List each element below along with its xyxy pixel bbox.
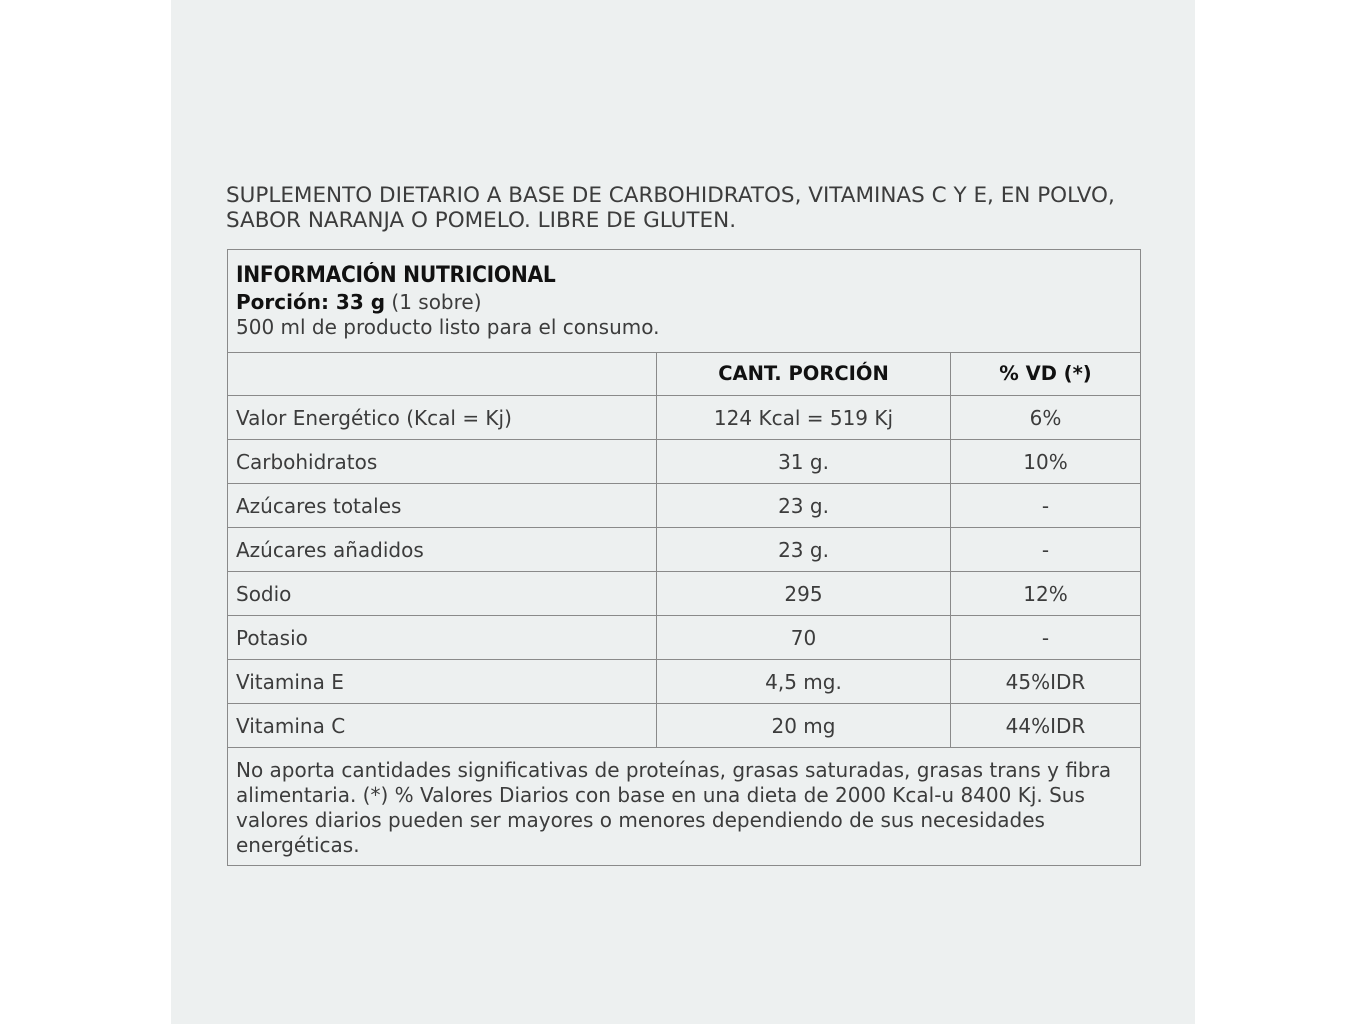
nutrient-dv: 44%IDR bbox=[1005, 713, 1086, 738]
header-cell-dv: % VD (*) bbox=[999, 362, 1092, 385]
table-row bbox=[228, 484, 1140, 528]
header-cell-nutrient bbox=[228, 352, 657, 395]
nutrition-footnote: No aporta cantidades significativas de proteínas, grasas saturadas, grasas trans y fibra alimentaria. (*) % Valores Diarios con base en una dieta de 2000 Kcal-u 8400 Kj. Sus valores diarios pueden ser mayores o menores dependiendo de sus necesidades energéticas. bbox=[236, 758, 1112, 857]
nutrient-dv: 12% bbox=[1023, 581, 1068, 606]
nutrient-name: Vitamina E bbox=[228, 660, 657, 703]
nutrient-name: Vitamina C bbox=[228, 704, 657, 747]
nutrient-amount: 31 g. bbox=[657, 440, 951, 483]
nutrient-name: Carbohidratos bbox=[228, 440, 657, 483]
table-row bbox=[228, 616, 1140, 660]
nutrition-title: INFORMACIÓN NUTRICIONAL bbox=[236, 263, 556, 288]
nutrient-name: Valor Energético (Kcal = Kj) bbox=[228, 396, 657, 439]
table-header-row bbox=[228, 352, 1140, 396]
header-cell-amount: CANT. PORCIÓN bbox=[657, 352, 951, 395]
nutrient-amount: 23 g. bbox=[657, 528, 951, 571]
table-row bbox=[228, 528, 1140, 572]
table-row bbox=[228, 704, 1140, 748]
portion-detail: (1 sobre) bbox=[391, 290, 482, 314]
nutrient-amount: 23 g. bbox=[657, 484, 951, 527]
nutrient-dv: 6% bbox=[1029, 405, 1062, 430]
table-row bbox=[228, 572, 1140, 616]
nutrient-amount: 295 bbox=[657, 572, 951, 615]
nutrient-name: Azúcares añadidos bbox=[228, 528, 657, 571]
portion-label: Porción: 33 g bbox=[236, 290, 386, 314]
nutrient-name: Potasio bbox=[228, 616, 657, 659]
table-row bbox=[228, 440, 1140, 484]
nutrient-amount: 124 Kcal = 519 Kj bbox=[657, 396, 951, 439]
ready-note: 500 ml de producto listo para el consumo. bbox=[236, 315, 660, 339]
nutrition-header bbox=[228, 250, 1140, 353]
nutrition-grid bbox=[228, 352, 1140, 748]
nutrient-amount: 70 bbox=[657, 616, 951, 659]
table-row bbox=[228, 660, 1140, 704]
nutrient-dv: - bbox=[1041, 537, 1050, 562]
portion-info bbox=[236, 290, 1140, 315]
nutrient-name: Azúcares totales bbox=[228, 484, 657, 527]
nutrient-dv: - bbox=[1041, 493, 1050, 518]
nutrient-amount: 4,5 mg. bbox=[657, 660, 951, 703]
nutrition-facts-table bbox=[227, 249, 1141, 866]
product-description: SUPLEMENTO DIETARIO A BASE DE CARBOHIDRATOS, VITAMINAS C Y E, EN POLVO, SABOR NARANJA O POMELO. LIBRE DE GLUTEN. bbox=[226, 183, 1115, 233]
nutrient-amount: 20 mg bbox=[657, 704, 951, 747]
nutrient-dv: - bbox=[1041, 625, 1050, 650]
table-row bbox=[228, 396, 1140, 440]
nutrient-dv: 10% bbox=[1023, 449, 1068, 474]
nutrient-name: Sodio bbox=[228, 572, 657, 615]
nutrient-dv: 45%IDR bbox=[1005, 669, 1086, 694]
